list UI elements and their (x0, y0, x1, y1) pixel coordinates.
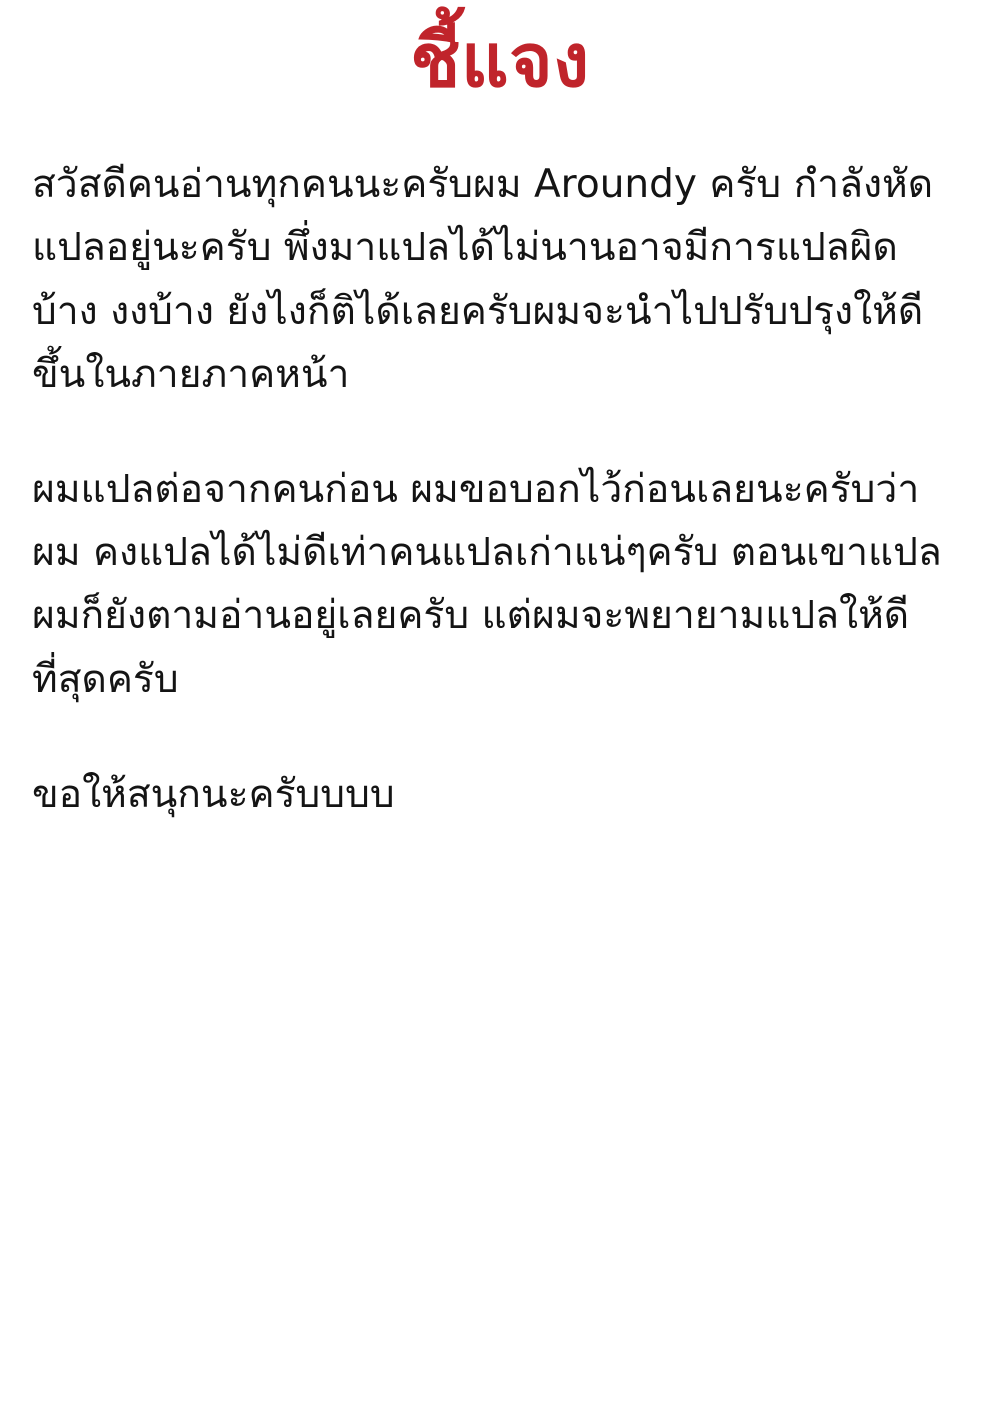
page-bottom-space (32, 826, 968, 1246)
paragraph-closing: ขอให้สนุกนะครับบบบ (32, 771, 395, 817)
paragraph-translator-note: ผมแปลต่อจากคนก่อน ผมขอบอกไว้ก่อนเลยนะครับว่าผม คงแปลได้ไม่ดีเท่าคนแปลเก่าแน่ๆครับ ตอนเขาแปลผมก็ยังตามอ่านอยู่เลยครับ แต่ผมจะพยายามแปลให้ดีที่สุดครับ (32, 467, 942, 702)
page-title: ชี้แจง (410, 18, 590, 104)
paragraph-intro: สวัสดีคนอ่านทุกคนนะครับผม Aroundy ครับ กำลังหัดแปลอยู่นะครับ พึ่งมาแปลได้ไม่นานอาจมีการแปลผิดบ้าง งงบ้าง ยังไงก็ติได้เลยครับผมจะนำไปปรับปรุงให้ดีขึ้นในภายภาคหน้า (32, 162, 934, 397)
